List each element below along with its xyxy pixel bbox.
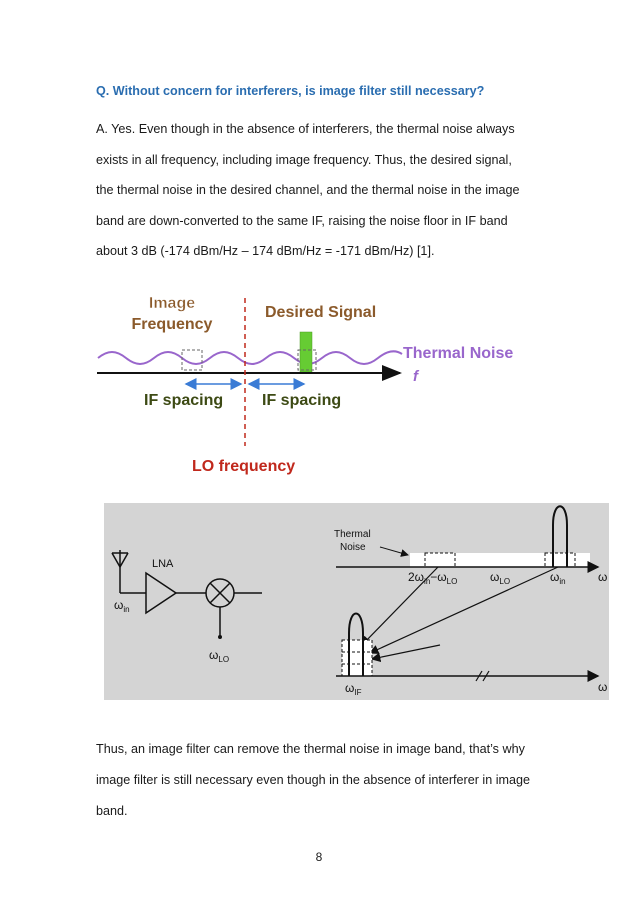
omega-symbol: ω	[209, 648, 219, 662]
image-frequency-label: Image	[148, 295, 196, 312]
desired-signal-label: Desired Signal	[265, 304, 377, 321]
subscript: in	[123, 605, 130, 614]
subscript: LO	[218, 655, 230, 664]
omega-symbol: ω	[114, 598, 124, 612]
closing-line: band.	[96, 804, 128, 818]
lna-label: LNA	[152, 558, 174, 570]
subscript: in	[424, 577, 431, 586]
question-heading: Q. Without concern for interferers, is image filter still necessary?	[96, 84, 485, 98]
closing-line: Thus, an image filter can remove the thermal noise in image band, that’s why	[96, 742, 525, 756]
omega-symbol: ω	[550, 570, 560, 584]
subscript: in	[559, 577, 566, 586]
answer-paragraph	[96, 114, 556, 267]
thermal-noise-label: Thermal Noise	[403, 345, 514, 362]
image-frequency-label: Frequency	[131, 316, 213, 333]
closing-paragraph	[96, 734, 566, 827]
desired-signal-bar	[300, 332, 312, 372]
answer-line: about 3 dB (-174 dBm/Hz – 174 dBm/Hz = -171 dBm/Hz) [1].	[96, 244, 435, 258]
if-spacing-label-right: IF spacing	[262, 392, 342, 409]
frequency-axis-label: f	[413, 368, 418, 385]
subscript: LO	[446, 577, 458, 586]
page-number: 8	[315, 850, 323, 864]
thermal-noise-curve	[98, 351, 402, 364]
omega-symbol: ω	[345, 681, 355, 695]
closing-line: image filter is still necessary even though in the absence of interferer in image	[96, 773, 531, 787]
image-frequency-minus: −ω	[430, 570, 447, 584]
if-spacing-label-left: IF spacing	[144, 392, 224, 409]
omega-symbol: ω	[598, 570, 608, 584]
receiver-spectrum-diagram	[0, 495, 638, 710]
thermal-noise-label: Noise	[340, 542, 366, 553]
answer-line: A. Yes. Even though in the absence of interferers, the thermal noise always	[96, 122, 515, 136]
omega-symbol: ω	[490, 570, 500, 584]
answer-line: exists in all frequency, including image frequency. Thus, the desired signal,	[96, 152, 512, 167]
subscript: LO	[499, 577, 511, 586]
lo-frequency-label: LO frequency	[192, 458, 296, 475]
axis-omega-top	[598, 570, 607, 584]
answer-line: band are down-converted to the same IF, raising the noise floor in IF band	[96, 213, 508, 228]
answer-line: the thermal noise in the desired channel, and the thermal noise in the image	[96, 183, 520, 197]
thermal-noise-label: Thermal	[334, 529, 371, 540]
axis-omega-bottom	[598, 680, 607, 694]
image-frequency-diagram	[0, 288, 638, 483]
subscript: IF	[354, 688, 362, 697]
noise-floor-band	[410, 553, 590, 567]
omega-symbol: ω	[598, 680, 608, 694]
if-band-box	[342, 640, 372, 676]
image-frequency-prefix: 2ω	[408, 570, 425, 584]
